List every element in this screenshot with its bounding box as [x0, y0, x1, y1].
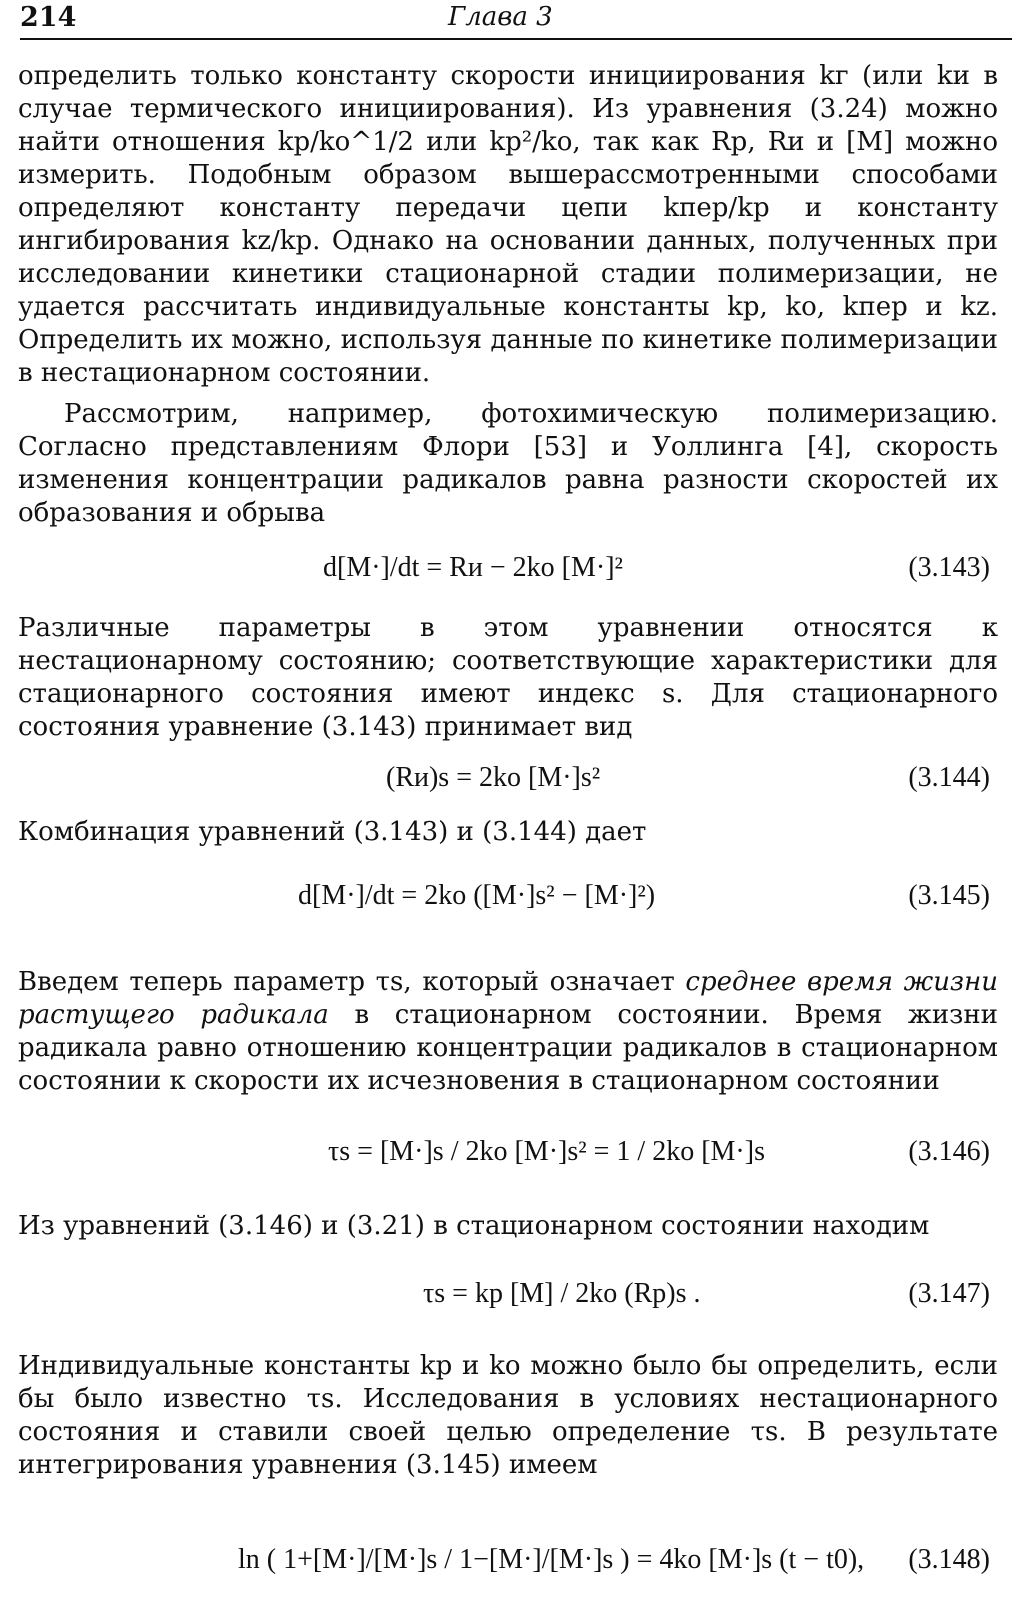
equation-number: (3.145): [908, 880, 990, 911]
equation-3-148: [18, 1532, 998, 1592]
paragraph-5: [18, 966, 998, 1098]
equation-3-147: [18, 1266, 998, 1326]
equation-formula: (Rи)s = 2ko [M·]s²: [386, 762, 601, 793]
equation-formula: ln ( 1+[M·]/[M·]s / 1−[M·]/[M·]s ) = 4ko [M·]s (t − t0),: [238, 1544, 865, 1575]
equation-number: (3.143): [908, 552, 990, 583]
equation-formula: d[M·]/dt = 2ko ([M·]s² − [M·]²): [298, 880, 656, 911]
paragraph-3: Различные параметры в этом уравнении относятся к нестационарному состоянию; соответствующие характеристики для стационарного состояния имеют индекс s. Для стационарного состояния уравнение (3.143) принимает вид: [18, 613, 998, 742]
page-header: [20, 2, 1012, 40]
paragraph-2: Рассмотрим, например, фотохимическую полимеризацию. Согласно представлениям Флори [53] и Уоллинга [4], скорость изменения концентрации радикалов равна разности скоростей их образования и обрыва: [18, 399, 998, 528]
equation-3-144: [18, 750, 998, 810]
running-head: Глава 3: [448, 2, 553, 32]
paragraph-5-italic: среднее время жизни растущего радикала: [18, 967, 998, 1030]
equation-number: (3.144): [908, 762, 990, 793]
equation-3-146: [18, 1124, 998, 1184]
paragraph-7: Индивидуальные константы kp и ko можно было бы определить, если бы было известно τs. Исследования в условиях нестационарного состояния и ставили своей целью определение τs. В результате интегрирования уравнения (3.145) имеем: [18, 1351, 998, 1480]
paragraph-4: Комбинация уравнений (3.143) и (3.144) дает: [18, 817, 647, 847]
page-number: 214: [20, 2, 77, 33]
equation-formula: d[M·]/dt = Rи − 2ko [M·]²: [323, 552, 623, 583]
paragraph-5-start: Введем теперь параметр τs, который означает: [18, 967, 686, 997]
equation-3-145: [18, 868, 998, 928]
paragraph-1: определить только константу скорости инициирования kг (или kи в случае термического инициирования). Из уравнения (3.24) можно найти отношения kp/ko^1/2 или kp²/ko, так как Rp, Rи и [M] можно измерить. Подобным образом вышерассмотренными способами определяют константу передачи цепи kпер/kp и константу ингибирования kz/kp. Однако на основании данных, полученных при исследовании кинетики стационарной стадии полимеризации, не удается рассчитать индивидуальные константы kp, ko, kпер и kz. Определить их можно, используя данные по кинетике полимеризации в нестационарном состоянии.: [18, 61, 998, 388]
equation-formula: τs = [M·]s / 2ko [M·]s² = 1 / 2ko [M·]s: [328, 1136, 765, 1167]
equation-3-143: [18, 540, 998, 600]
equation-number: (3.146): [908, 1136, 990, 1167]
equation-number: (3.148): [908, 1544, 990, 1575]
paragraph-6: Из уравнений (3.146) и (3.21) в стационарном состоянии находим: [18, 1211, 930, 1241]
paragraph-5-end: в стационарном состоянии. Время жизни радикала равно отношению концентрации радикалов в стационарном состоянии к скорости их исчезновения в стационарном состоянии: [18, 1000, 998, 1096]
equation-number: (3.147): [908, 1278, 990, 1309]
equation-formula: τs = kp [M] / 2ko (Rp)s .: [423, 1278, 701, 1309]
